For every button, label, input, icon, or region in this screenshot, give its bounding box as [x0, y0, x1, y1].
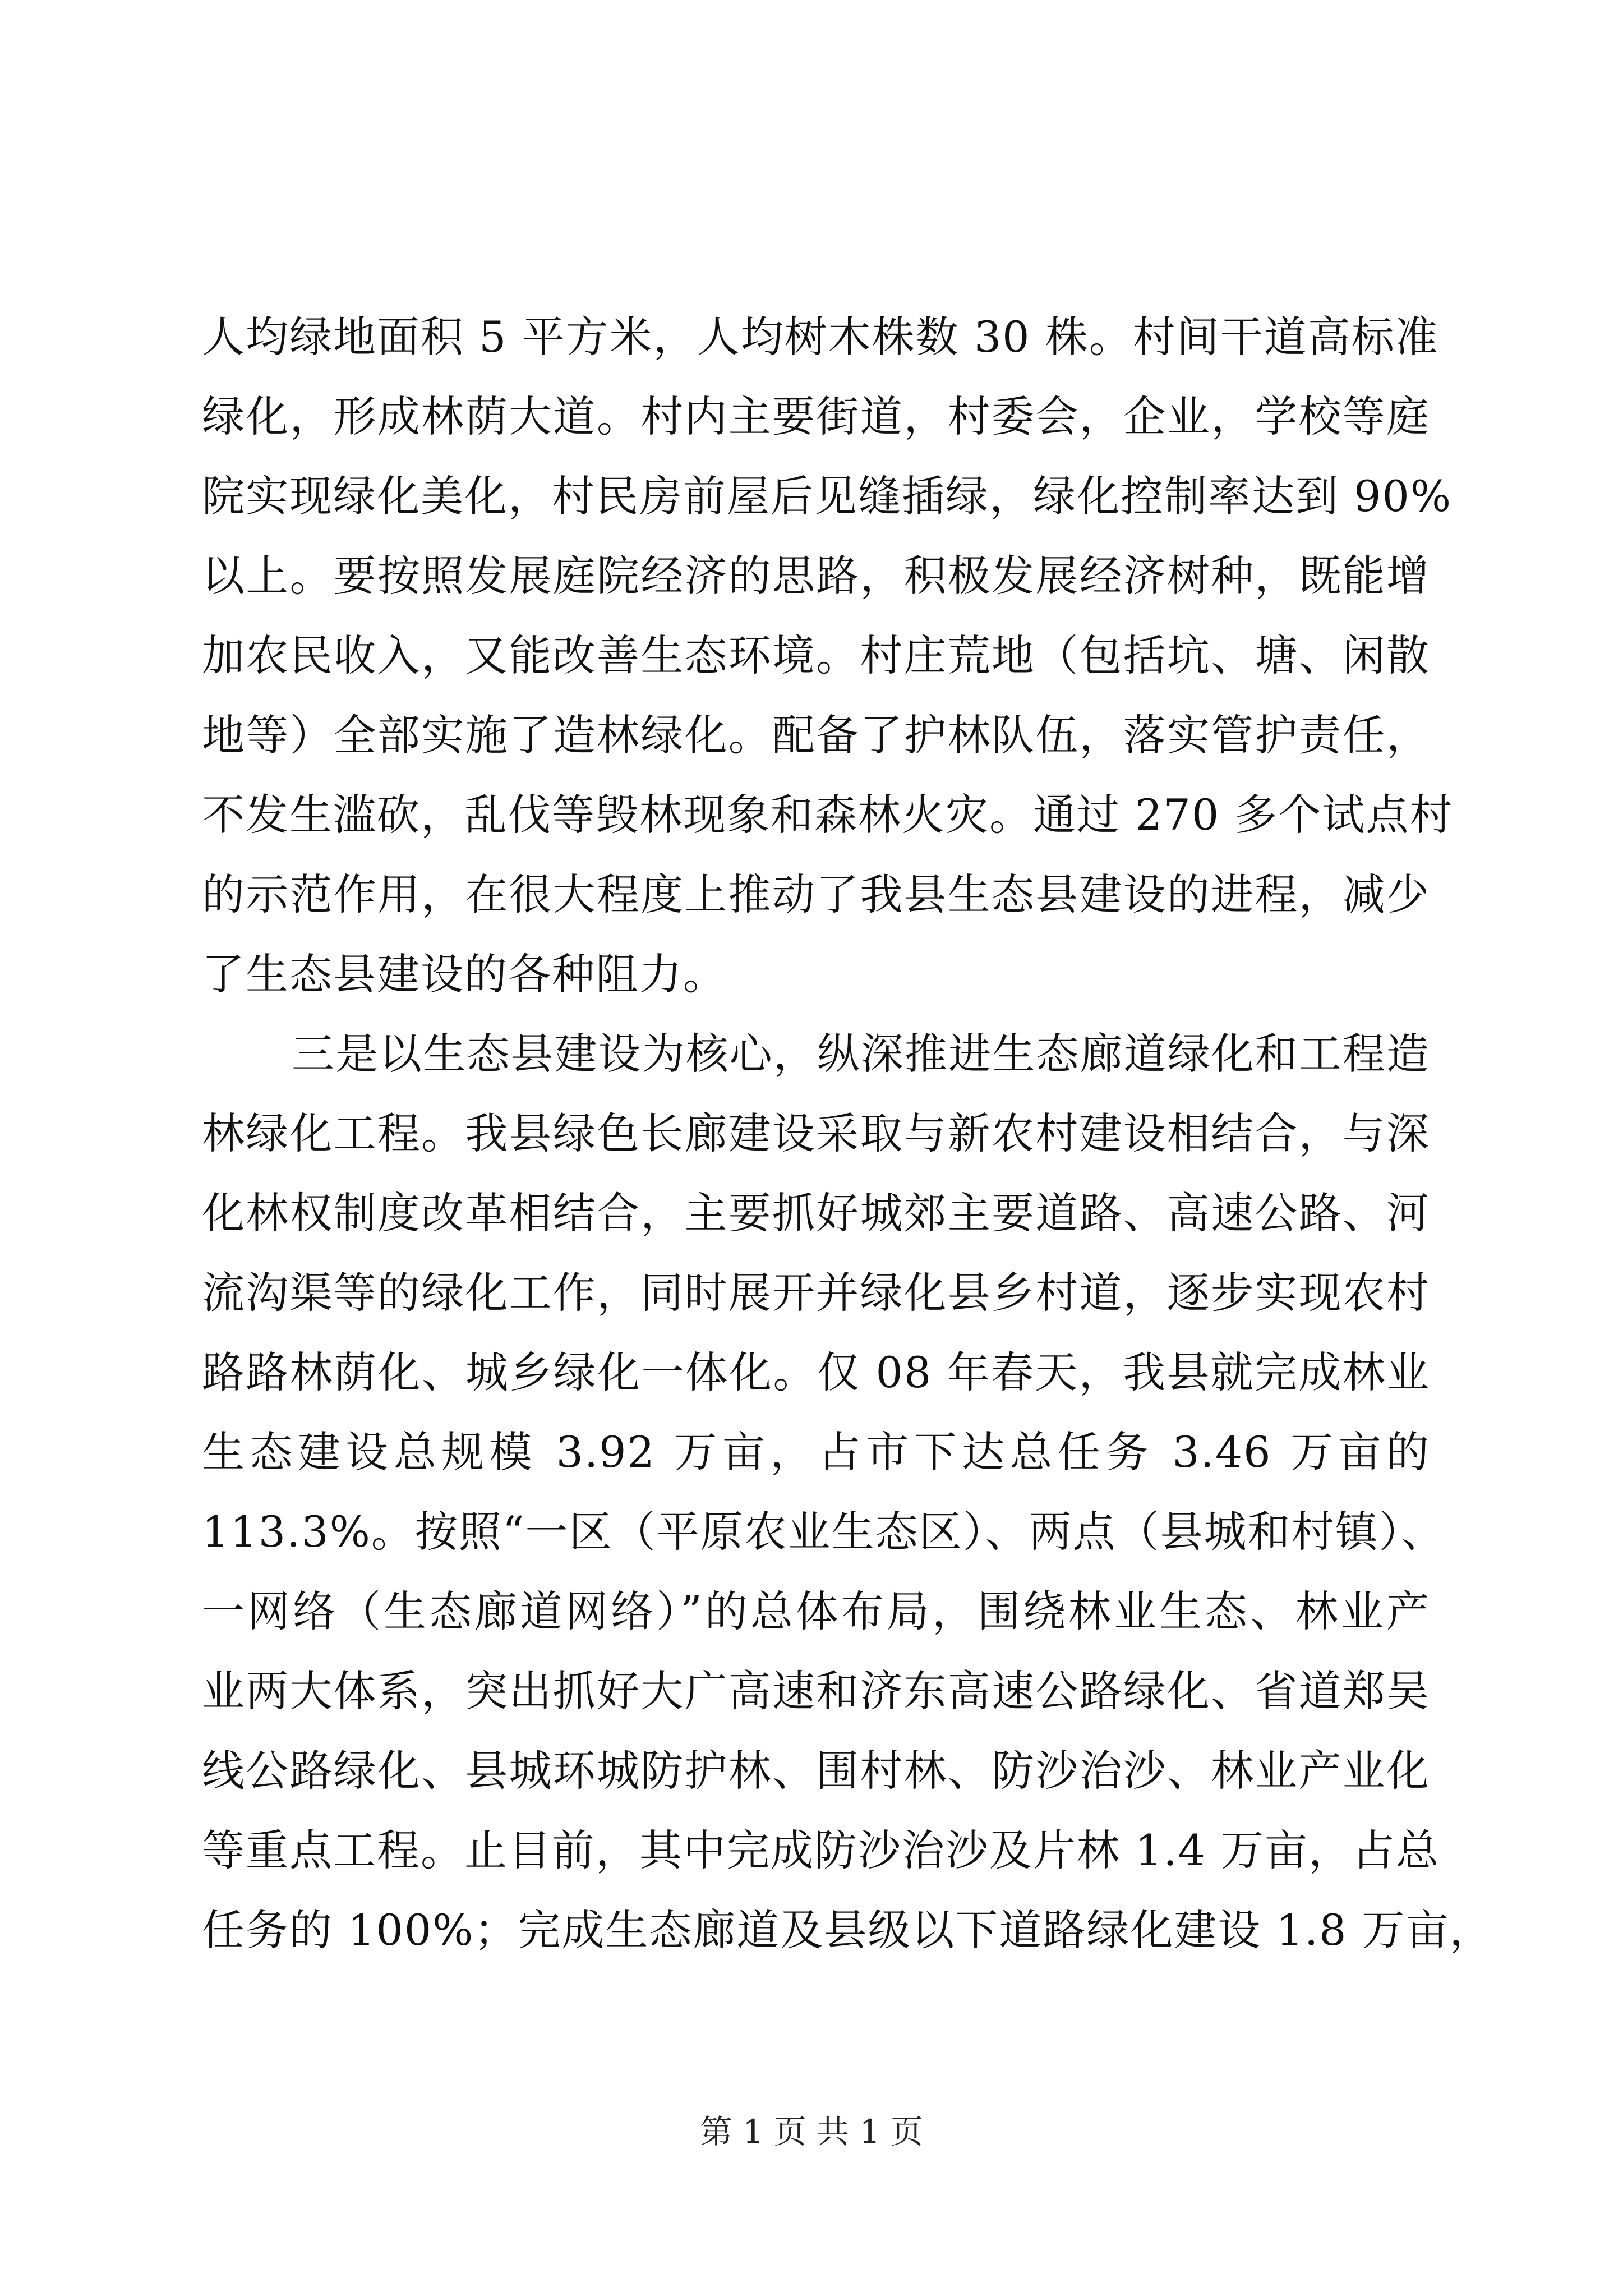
text-line: 等重点工程。止目前，其中完成防沙治沙及片林 1.4 万亩，占总 — [202, 1825, 1440, 1875]
text-line: 绿化，形成林荫大道。村内主要街道，村委会，企业，学校等庭 — [202, 392, 1430, 441]
text-line: 流沟渠等的绿化工作，同时展开并绿化县乡村道，逐步实现农村 — [202, 1268, 1430, 1318]
text-line: 业两大体系，突出抓好大广高速和济东高速公路绿化、省道郑吴 — [202, 1666, 1430, 1716]
text-line: 线公路绿化、县城环城防护林、围村林、防沙治沙、林业产业化 — [202, 1746, 1430, 1796]
text-line: 113.3%。按照“一区（平原农业生态区）、两点（县城和村镇）、 — [202, 1507, 1445, 1557]
text-line: 人均绿地面积 5 平方米，人均树木株数 30 株。村间干道高标准 — [202, 312, 1439, 362]
text-line: 任务的 100%；完成生态廊道及县级以下道路绿化建设 1.8 万亩， — [202, 1905, 1493, 1955]
text-line: 以上。要按照发展庭院经济的思路，积极发展经济树种，既能增 — [202, 551, 1430, 601]
text-line: 生态建设总规模 3.92 万亩，占市下达总任务 3.46 万亩的 — [202, 1427, 1430, 1477]
paragraph-first-line: 三是以生态县建设为核心，纵深推进生态廊道绿化和工程造 — [292, 1029, 1430, 1079]
text-line: 了生态县建设的各种阻力。 — [202, 949, 727, 999]
page-number-footer: 第 1 页 共 1 页 — [700, 2113, 923, 2151]
text-line: 院实现绿化美化，村民房前屋后见缝插绿，绿化控制率达到 90% — [202, 471, 1453, 521]
document-body — [202, 297, 1493, 1970]
text-line: 化林权制度改革相结合，主要抓好城郊主要道路、高速公路、河 — [202, 1188, 1430, 1238]
text-line: 一网络（生态廊道网络）”的总体布局，围绕林业生态、林业产 — [202, 1586, 1430, 1636]
text-line: 加农民收入，又能改善生态环境。村庄荒地（包括坑、塘、闲散 — [202, 631, 1430, 680]
text-line: 路路林荫化、城乡绿化一体化。仅 08 年春天，我县就完成林业 — [202, 1347, 1430, 1397]
text-line: 地等）全部实施了造林绿化。配备了护林队伍，落实管护责任， — [202, 710, 1430, 760]
text-line: 不发生滥砍，乱伐等毁林现象和森林火灾。通过 270 多个试点村 — [202, 790, 1454, 840]
text-line: 的示范作用，在很大程度上推动了我县生态县建设的进程，减少 — [202, 869, 1430, 919]
text-line: 林绿化工程。我县绿色长廊建设采取与新农村建设相结合，与深 — [202, 1108, 1430, 1158]
